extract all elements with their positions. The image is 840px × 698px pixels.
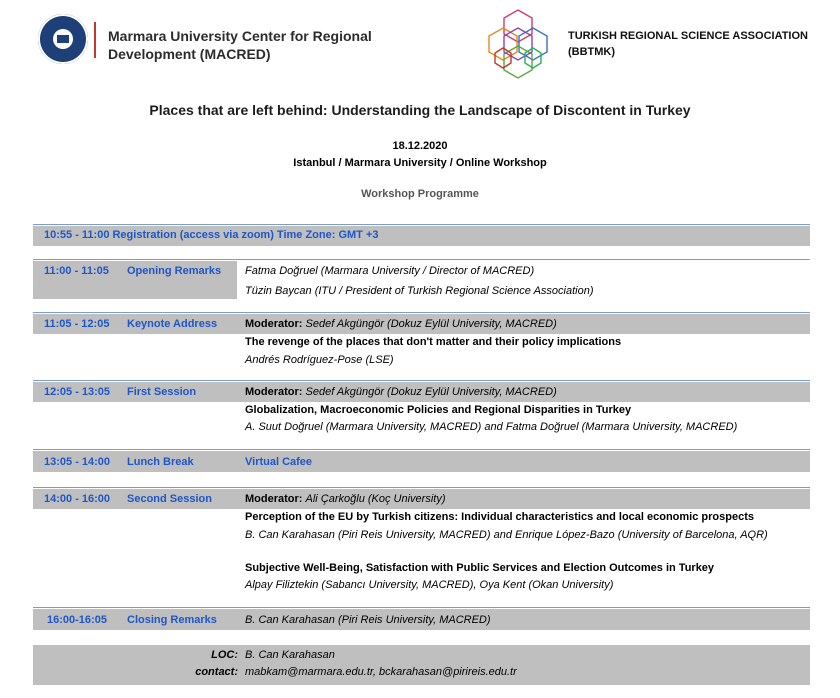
first-session-talk-title: Globalization, Macroeconomic Policies and Regional Disparities in Turkey — [245, 404, 632, 416]
second-session-talk-2: Subjective Well-Being, Satisfaction with Public Services and Election Outcomes in Turkey — [245, 562, 715, 574]
opening-time: 11:00 - 11:05 — [44, 265, 109, 277]
keynote-moderator: Moderator: Sedef Akgüngör (Dokuz Eylül University, MACRED) — [245, 318, 557, 330]
closing-label: Closing Remarks — [127, 614, 217, 626]
contact-label: contact: — [195, 666, 238, 678]
second-session-moderator: Moderator: Ali Çarkoğlu (Koç University) — [245, 493, 446, 505]
divider — [33, 449, 810, 450]
workshop-title: Places that are left behind: Understanding the Landscape of Discontent in Turkey — [149, 102, 691, 118]
contact-emails: mabkam@marmara.edu.tr, bckarahasan@pirireis.edu.tr — [245, 666, 517, 678]
second-session-speaker-2: Alpay Filiztekin (Sabancı University, MACRED), Oya Kent (Okan University) — [245, 579, 614, 591]
divider — [33, 312, 810, 313]
programme-heading: Workshop Programme — [361, 188, 479, 200]
first-session-label: First Session — [127, 386, 197, 398]
marmara-university-seal — [38, 14, 88, 64]
first-session-time: 12:05 - 13:05 — [44, 386, 111, 398]
second-session-time: 14:00 - 16:00 — [44, 493, 111, 505]
divider — [33, 224, 810, 225]
keynote-label: Keynote Address — [127, 318, 218, 330]
opening-speaker-2: Tüzin Baycan (ITU / President of Turkish Regional Science Association) — [245, 285, 594, 297]
divider — [33, 607, 810, 608]
keynote-speaker: Andrés Rodríguez-Pose (LSE) — [245, 354, 394, 366]
macred-name: Marmara University Center for Regional Development (MACRED) — [108, 28, 372, 62]
opening-speaker-1: Fatma Doğruel (Marmara University / Director of MACRED) — [245, 265, 535, 277]
loc-label: LOC: — [211, 649, 238, 661]
opening-label: Opening Remarks — [127, 265, 222, 277]
second-session-speaker-1: B. Can Karahasan (Piri Reis University, MACRED) and Enrique López-Bazo (University of Barcelona, AQR) — [245, 529, 768, 541]
divider — [33, 380, 810, 381]
second-session-talk-1: Perception of the EU by Turkish citizens: Individual characteristics and local economic prospects — [245, 511, 754, 523]
closing-time: 16:00-16:05 — [47, 614, 107, 626]
lunch-label: Lunch Break — [127, 456, 194, 468]
lunch-activity: Virtual Cafee — [245, 456, 313, 468]
first-session-moderator: Moderator: Sedef Akgüngör (Dokuz Eylül University, MACRED) — [245, 386, 557, 398]
registration-text: 10:55 - 11:00 Registration (access via zoom) Time Zone: GMT +3 — [44, 229, 379, 241]
closing-speaker: B. Can Karahasan (Piri Reis University, MACRED) — [245, 614, 491, 626]
bbtmk-logo — [481, 8, 555, 80]
workshop-date: 18.12.2020 — [392, 140, 448, 152]
lunch-time: 13:05 - 14:00 — [44, 456, 111, 468]
divider — [33, 259, 810, 260]
second-session-label: Second Session — [127, 493, 212, 505]
bbtmk-name: TURKISH REGIONAL SCIENCE ASSOCIATION (BBTMK) — [568, 30, 808, 58]
workshop-venue: Istanbul / Marmara University / Online Workshop — [293, 157, 547, 169]
divider — [33, 487, 810, 488]
header-divider — [94, 22, 96, 58]
keynote-time: 11:05 - 12:05 — [44, 318, 110, 330]
loc-value: B. Can Karahasan — [245, 649, 335, 661]
keynote-talk-title: The revenge of the places that don't matter and their policy implications — [245, 336, 622, 348]
first-session-speaker: A. Suut Doğruel (Marmara University, MACRED) and Fatma Doğruel (Marmara University, MACRED) — [245, 421, 738, 433]
